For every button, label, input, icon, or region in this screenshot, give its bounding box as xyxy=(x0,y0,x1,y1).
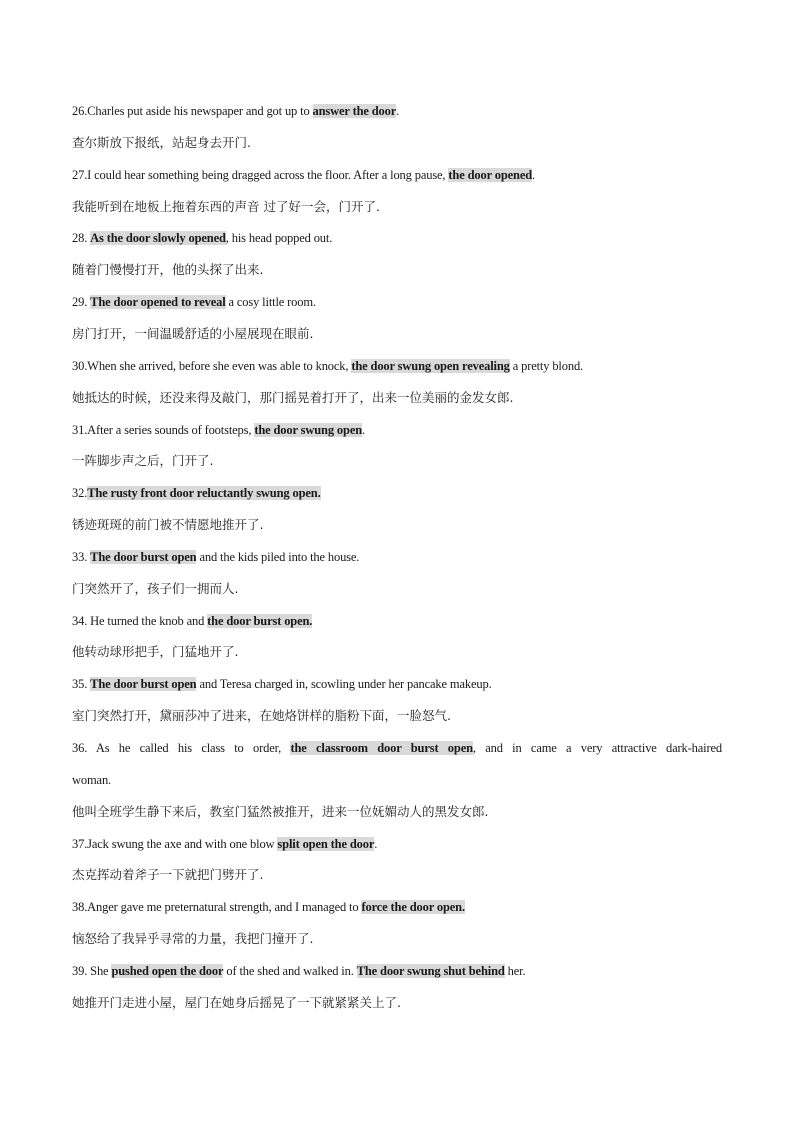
sentence-text: 26.Charles put aside his newspaper and got up to xyxy=(72,104,313,118)
chinese-translation: 他叫全班学生静下来后，教室门猛然被推开，进来一位妩媚动人的黑发女郎. xyxy=(72,804,489,819)
highlighted-phrase: The door burst open xyxy=(90,677,197,691)
highlighted-phrase: the classroom door burst open xyxy=(290,741,473,755)
chinese-translation: 一阵脚步声之后，门开了. xyxy=(72,453,214,468)
chinese-translation: 室门突然打开，黛丽莎冲了进来，在她烙饼样的脂粉下面，一脸怒气. xyxy=(72,708,451,723)
chinese-translation: 杰克挥动着斧子一下就把门劈开了. xyxy=(72,867,264,882)
highlighted-phrase: the door burst open. xyxy=(207,614,313,628)
english-sentence xyxy=(72,899,722,915)
sentence-text: , his head popped out. xyxy=(225,231,333,245)
highlighted-phrase: The rusty front door reluctantly swung open. xyxy=(87,486,321,500)
sentence-text: her. xyxy=(504,964,526,978)
sentence-text: of the shed and walked in. xyxy=(223,964,357,978)
highlighted-phrase: force the door open. xyxy=(361,900,465,914)
chinese-translation: 恼怒给了我异乎寻常的力量，我把门撞开了. xyxy=(72,931,314,946)
english-sentence xyxy=(72,549,722,565)
chinese-translation: 她推开门走进小屋，屋门在她身后摇晃了一下就紧紧关上了. xyxy=(72,995,401,1010)
sentence-text: . xyxy=(374,837,378,851)
sentence-text: 31.After a series sounds of footsteps, xyxy=(72,423,255,437)
sentence-text: 27.I could hear something being dragged across the floor. After a long pause, xyxy=(72,168,449,182)
sentence-text: 34. He turned the knob and xyxy=(72,614,208,628)
english-sentence xyxy=(72,963,722,979)
english-sentence xyxy=(72,103,722,119)
sentence-text: 32. xyxy=(72,486,88,500)
highlighted-phrase: answer the door xyxy=(312,104,397,118)
chinese-translation: 门突然开了，孩子们一拥而人. xyxy=(72,581,239,596)
highlighted-phrase: the door swung open xyxy=(254,423,363,437)
chinese-translation: 随着门慢慢打开，他的头探了出来. xyxy=(72,262,264,277)
highlighted-phrase: pushed open the door xyxy=(111,964,224,978)
english-sentence xyxy=(72,422,722,438)
highlighted-phrase: The door burst open xyxy=(90,550,197,564)
sentence-text: 33. xyxy=(72,550,91,564)
sentence-text: . xyxy=(362,423,366,437)
chinese-translation: 房门打开，一间温暖舒适的小屋展现在眼前. xyxy=(72,326,314,341)
sentence-text: 28. xyxy=(72,231,91,245)
chinese-translation: 他转动球形把手，门猛地开了. xyxy=(72,644,239,659)
chinese-translation: 锈迹斑斑的前门被不情愿地推开了. xyxy=(72,517,264,532)
chinese-translation: 查尔斯放下报纸，站起身去开门. xyxy=(72,135,251,150)
highlighted-phrase: As the door slowly opened xyxy=(90,231,226,245)
sentence-text: a pretty blond. xyxy=(509,359,584,373)
english-sentence xyxy=(72,740,722,756)
highlighted-phrase: The door opened to reveal xyxy=(90,295,226,309)
english-sentence xyxy=(72,167,722,183)
highlighted-phrase: the door opened xyxy=(448,168,533,182)
sentence-text: 36. As he called his class to order, xyxy=(72,741,291,755)
sentence-text: , and in came a very attractive dark-haired xyxy=(472,741,722,755)
highlighted-phrase: The door swung shut behind xyxy=(356,964,505,978)
chinese-translation: 我能听到在地板上拖着东西的声音 过了好一会，门开了. xyxy=(72,199,380,214)
highlighted-phrase: split open the door xyxy=(277,837,375,851)
sentence-text: . xyxy=(396,104,400,118)
sentence-text: . xyxy=(532,168,536,182)
sentence-text: 29. xyxy=(72,295,91,309)
sentence-text: and the kids piled into the house. xyxy=(196,550,360,564)
english-sentence xyxy=(72,836,722,852)
sentence-text: 39. She xyxy=(72,964,112,978)
highlighted-phrase: the door swung open revealing xyxy=(351,359,510,373)
sentence-text: 37.Jack swung the axe and with one blow xyxy=(72,837,278,851)
english-sentence xyxy=(72,230,722,246)
english-sentence xyxy=(72,358,722,374)
sentence-text: 30.When she arrived, before she even was able to knock, xyxy=(72,359,352,373)
english-sentence xyxy=(72,676,722,692)
sentence-text: and Teresa charged in, scowling under her pancake makeup. xyxy=(196,677,492,691)
english-sentence xyxy=(72,613,722,629)
sentence-text: 35. xyxy=(72,677,91,691)
sentence-text: a cosy little room. xyxy=(225,295,316,309)
chinese-translation: 她抵达的时候，还没来得及敲门，那门摇晃着打开了，出来一位美丽的金发女郎. xyxy=(72,390,514,405)
english-sentence-continued: woman. xyxy=(72,773,112,787)
english-sentence xyxy=(72,294,722,310)
english-sentence xyxy=(72,485,722,501)
sentence-text: 38.Anger gave me preternatural strength, and I managed to xyxy=(72,900,362,914)
